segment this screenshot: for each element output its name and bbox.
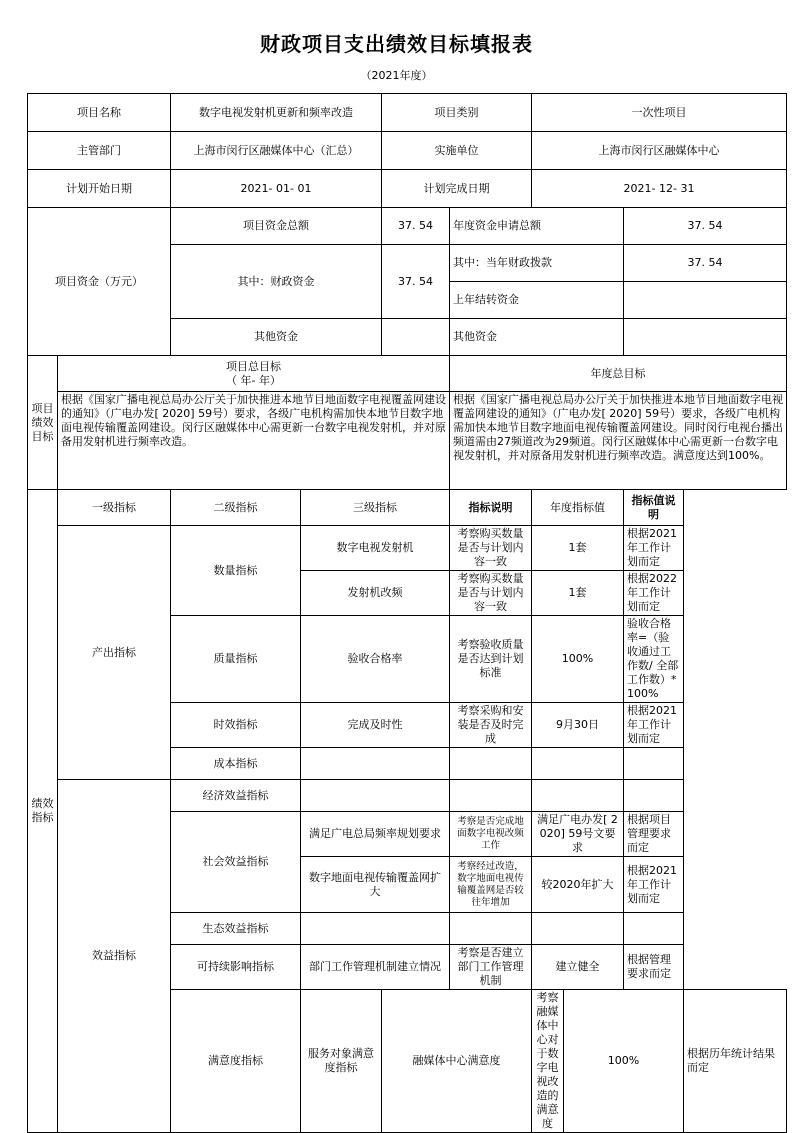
r2-description: 考察购买数量是否与计划内容一致 (450, 571, 532, 616)
label-fiscal-funds: 其中：财政资金 (171, 245, 382, 319)
r6-level3: 数字地面电视传输覆盖网扩大 (301, 857, 450, 913)
value-total-funds: 37. 54 (382, 208, 450, 245)
r8-level3: 融媒体中心满意度 (382, 990, 532, 1133)
r1-description: 考察购买数量是否与计划内容一致 (450, 526, 532, 571)
overall-goal-header (58, 356, 450, 392)
label-carryover-funds: 上年结转资金 (450, 282, 624, 319)
r5-value-note: 根据项目管理要求而定 (624, 812, 684, 857)
r7-level3: 部门工作管理机制建立情况 (301, 945, 450, 990)
label-end-date: 计划完成日期 (382, 170, 532, 208)
r2-value-note: 根据2022年工作计划而定 (624, 571, 684, 616)
r1-value-note: 根据2021年工作计划而定 (624, 526, 684, 571)
label-project-type: 项目类别 (382, 94, 532, 132)
r4-description: 考察采购和安装是否及时完成 (450, 703, 532, 748)
label-quantity-indicators: 数量指标 (171, 526, 301, 616)
r4-level3: 完成及时性 (301, 703, 450, 748)
r8-description: 考察融媒体中心对于数字电视改造的满意度 (532, 990, 564, 1133)
overall-goal-title: 项目总目标 (226, 359, 281, 373)
label-start-date: 计划开始日期 (28, 170, 171, 208)
value-other-funds-annual (624, 319, 787, 356)
r1-value: 1套 (532, 526, 624, 571)
r5-value: 满足广电办发[ 2020] 59号文要求 (532, 812, 624, 857)
annual-goal-text: 根据《国家广播电视总局办公厅关于加快推进本地节目地面数字电视覆盖网建设的通知》（广电办发[ 2020] 59号）要求，各级广电机构需加快本地节目数字地面电视传输覆盖网建设。同时闵行电视台播出频道需由27频道改为29频道。闵行区融媒体中心需更新一台数字电视发射机，并对原备用发射机进行频率改造。满意度达到100%。 (450, 392, 787, 490)
label-economic-indicators: 经济效益指标 (171, 780, 301, 812)
label-other-funds: 其他资金 (171, 319, 382, 356)
r7-value: 建立健全 (532, 945, 624, 990)
label-performance-indicators: 绩效指标 (28, 490, 58, 1133)
r5-description: 考察是否完成地面数字电视改频工作 (450, 812, 532, 857)
r3-level3: 验收合格率 (301, 616, 450, 703)
value-end-date: 2021- 12- 31 (532, 170, 787, 208)
table-row (28, 526, 787, 571)
label-quality-indicators: 质量指标 (171, 616, 301, 703)
table-row (28, 208, 787, 245)
r1-level3: 数字电视发射机 (301, 526, 450, 571)
label-output-indicators: 产出指标 (58, 526, 171, 780)
overall-goal-text: 根据《国家广播电视总局办公厅关于加快推进本地节目地面数字电视覆盖网建设的通知》（广电办发[ 2020] 59号）要求，各级广电机构需加快本地节目数字地面电视传输覆盖网建设。闵行区融媒体中心需更新一台数字电视发射机，并对原备用发射机进行频率改造。 (58, 392, 450, 490)
label-project-name: 项目名称 (28, 94, 171, 132)
label-project-funds: 项目资金（万元） (28, 208, 171, 356)
value-project-name: 数字电视发射机更新和频率改造 (171, 94, 382, 132)
r7-value-note: 根据管理要求而定 (624, 945, 684, 990)
table-row (28, 170, 787, 208)
annual-goal-title: 年度总目标 (450, 356, 787, 392)
header-indicator-description: 指标说明 (450, 490, 532, 526)
value-annual-funds: 37. 54 (624, 208, 787, 245)
r4-value: 9月30日 (532, 703, 624, 748)
value-project-type: 一次性项目 (532, 94, 787, 132)
header-level1: 一级指标 (58, 490, 171, 526)
header-annual-value: 年度指标值 (532, 490, 624, 526)
r7-description: 考察是否建立部门工作管理机制 (450, 945, 532, 990)
value-carryover-funds (624, 282, 787, 319)
header-level2: 二级指标 (171, 490, 301, 526)
r3-value: 100% (532, 616, 624, 703)
table-row (28, 780, 787, 812)
value-department: 上海市闵行区融媒体中心（汇总） (171, 132, 382, 170)
header-level3: 三级指标 (301, 490, 450, 526)
label-implementing-unit: 实施单位 (382, 132, 532, 170)
label-benefit-indicators: 效益指标 (58, 780, 171, 1133)
overall-goal-period: （ 年- 年） (226, 373, 281, 387)
value-start-date: 2021- 01- 01 (171, 170, 382, 208)
r4-value-note: 根据2021年工作计划而定 (624, 703, 684, 748)
value-other-funds (382, 319, 450, 356)
r5-level3: 满足广电总局频率规划要求 (301, 812, 450, 857)
value-current-appropriation: 37. 54 (624, 245, 787, 282)
label-current-appropriation: 其中：当年财政拨款 (450, 245, 624, 282)
label-other-funds-annual: 其他资金 (450, 319, 624, 356)
r8-value: 100% (564, 990, 684, 1133)
label-department: 主管部门 (28, 132, 171, 170)
label-satisfaction-indicators: 满意度指标 (171, 990, 301, 1133)
label-ecological-indicators: 生态效益指标 (171, 913, 301, 945)
value-implementing-unit: 上海市闵行区融媒体中心 (532, 132, 787, 170)
r3-description: 考察验收质量是否达到计划标准 (450, 616, 532, 703)
r2-value: 1套 (532, 571, 624, 616)
performance-form-table (27, 93, 787, 1133)
r8-value-note: 根据历年统计结果而定 (684, 990, 787, 1133)
table-row (28, 356, 787, 392)
label-performance-goals: 项目绩效目标 (28, 356, 58, 490)
r6-value: 较2020年扩大 (532, 857, 624, 913)
r6-value-note: 根据2021年工作计划而定 (624, 857, 684, 913)
report-year: （2021年度） (360, 69, 433, 82)
label-timeliness-indicators: 时效指标 (171, 703, 301, 748)
label-annual-funds: 年度资金申请总额 (450, 208, 624, 245)
value-fiscal-funds: 37. 54 (382, 245, 450, 319)
label-sustainable-indicators: 可持续影响指标 (171, 945, 301, 990)
header-value-description: 指标值说明 (624, 490, 684, 526)
r3-value-note: 验收合格率=（验收通过工作数/ 全部工作数）*100% (624, 616, 684, 703)
label-social-indicators: 社会效益指标 (171, 812, 301, 913)
label-total-funds: 项目资金总额 (171, 208, 382, 245)
page-title: 财政项目支出绩效目标填报表 (260, 32, 533, 56)
table-row (28, 94, 787, 132)
r6-description: 考察经过改造，数字地面电视传输覆盖网是否较往年增加 (450, 857, 532, 913)
table-row (28, 392, 787, 490)
table-row (28, 132, 787, 170)
label-cost-indicators: 成本指标 (171, 748, 301, 780)
label-service-satisfaction: 服务对象满意度指标 (301, 990, 382, 1133)
r2-level3: 发射机改频 (301, 571, 450, 616)
table-row (28, 490, 787, 526)
